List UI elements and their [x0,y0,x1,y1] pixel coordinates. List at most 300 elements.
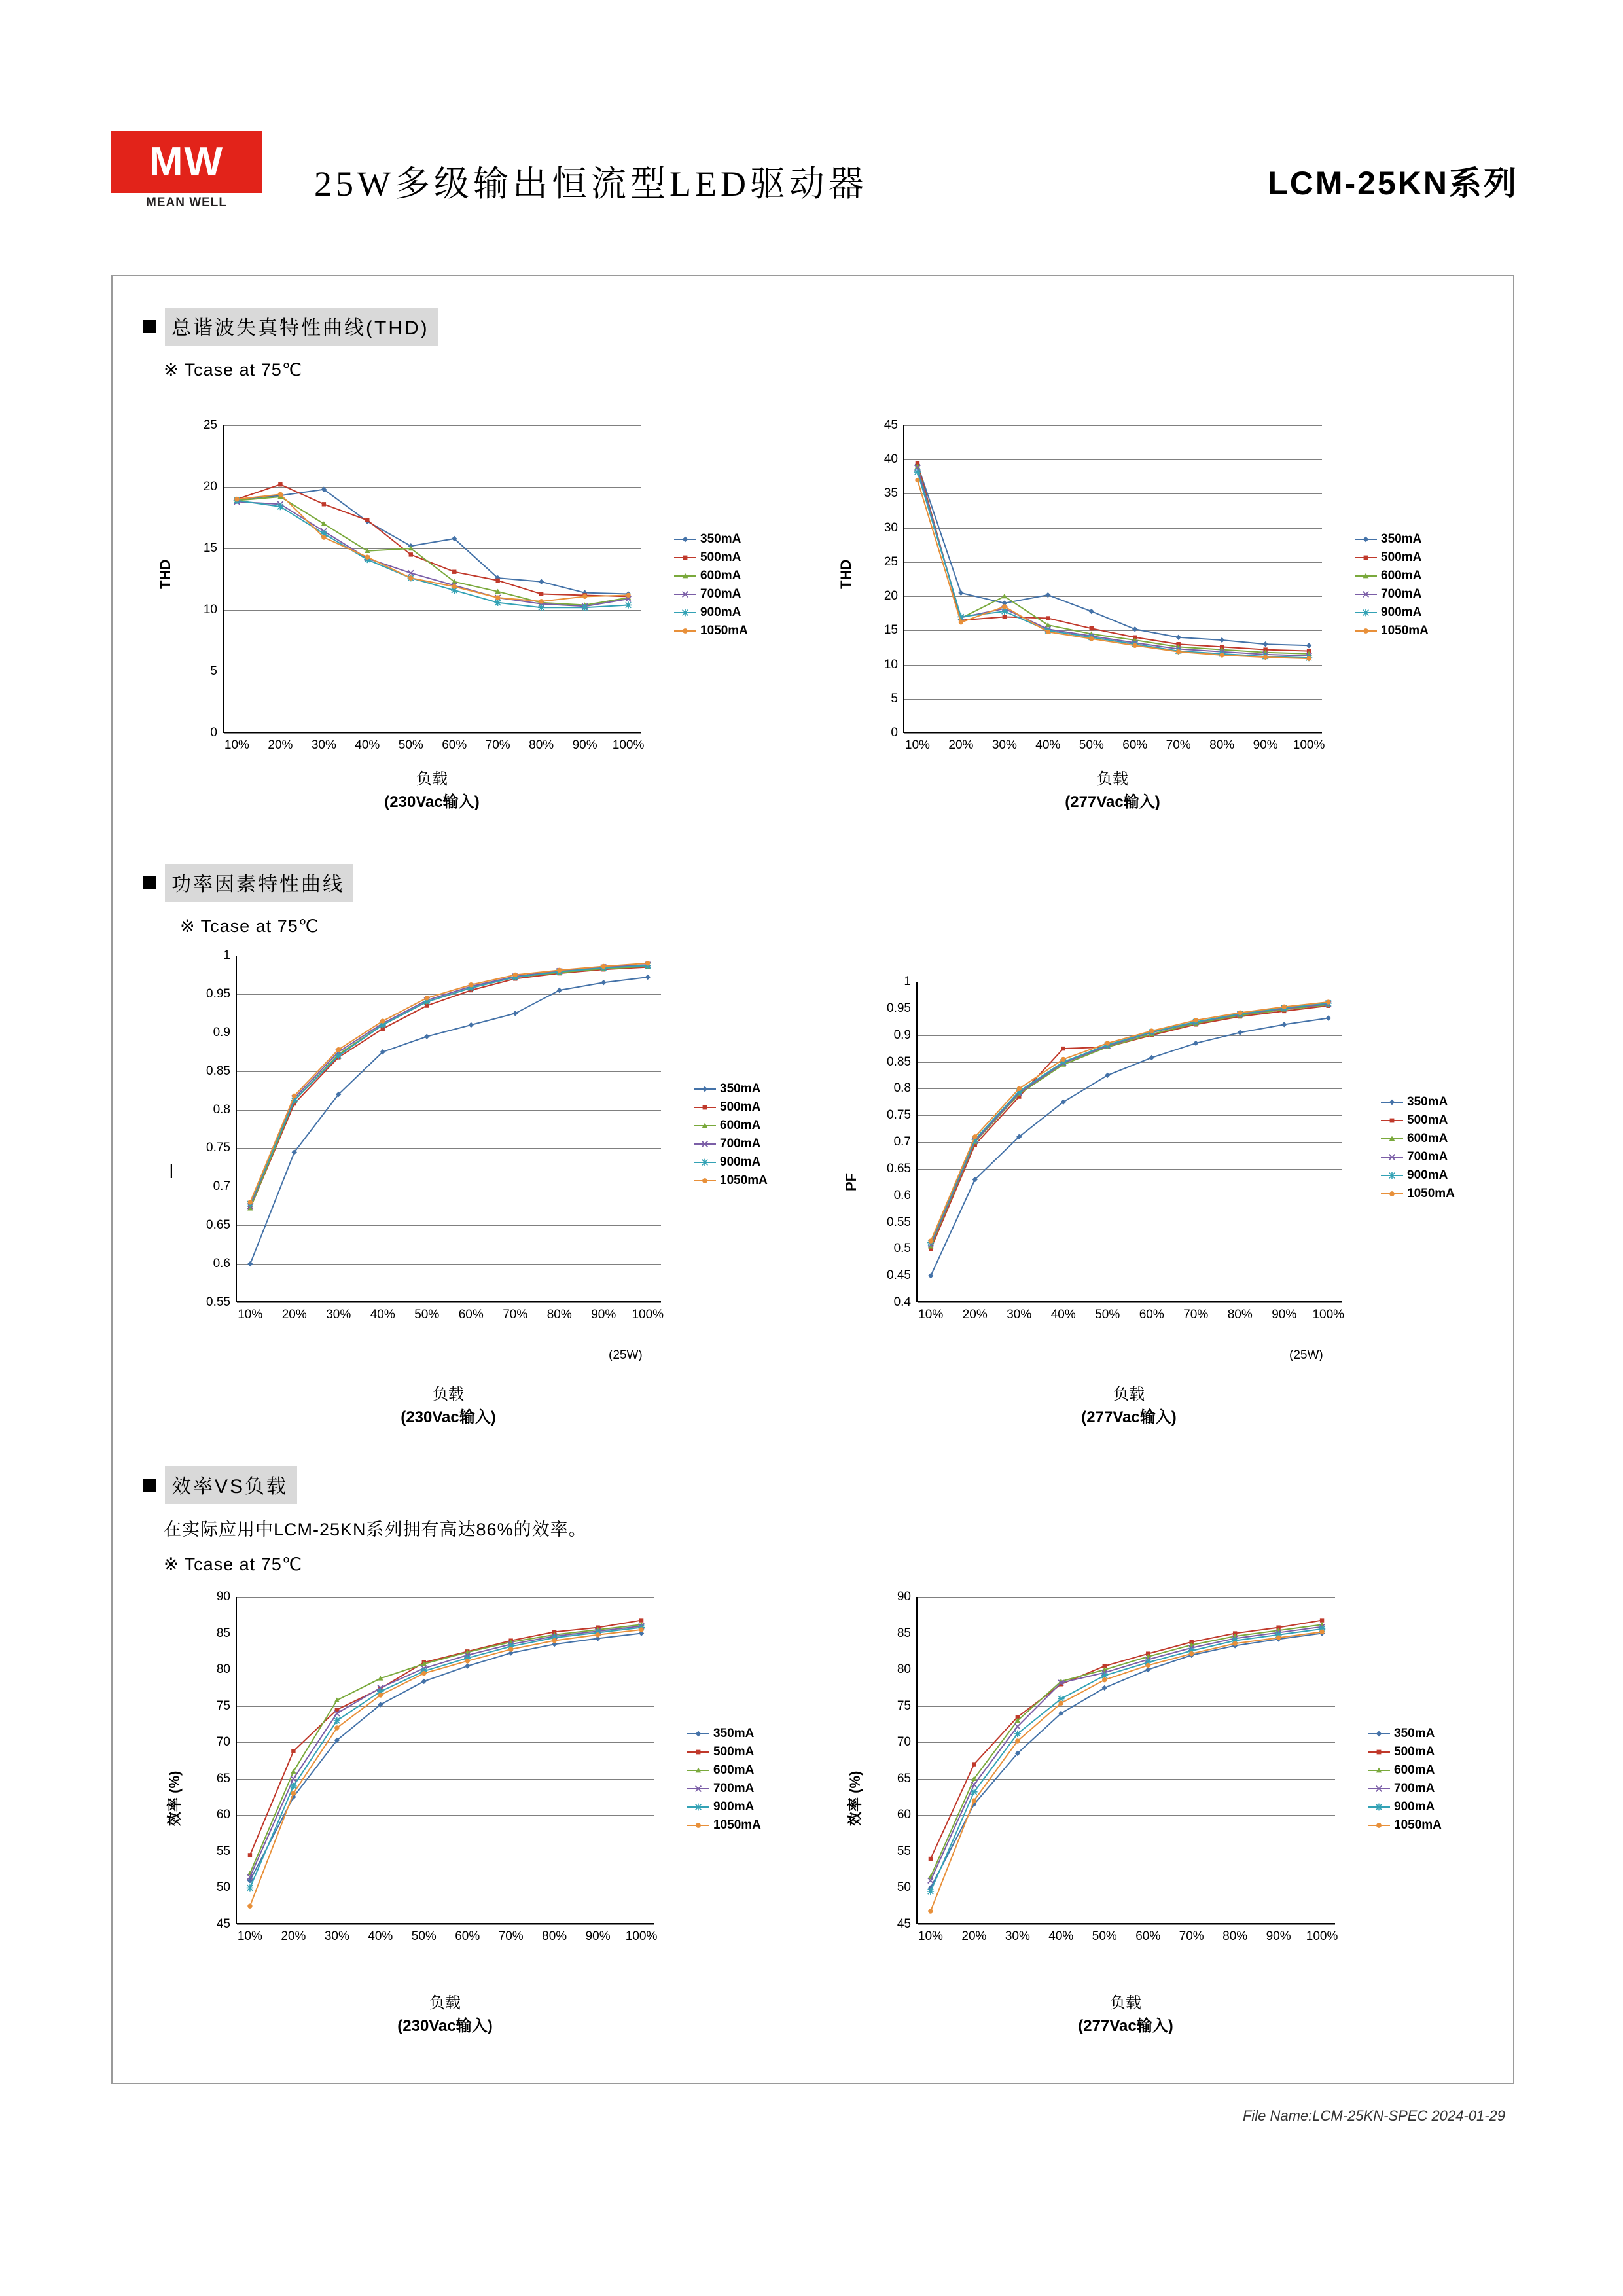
y-tick-label: 0.85 [206,1064,230,1078]
bullet-icon [143,1479,156,1492]
logo-mark [111,131,262,193]
legend-item [1355,567,1429,585]
legend-item [674,567,748,585]
y-tick-label: 1 [223,948,230,962]
y-tick-label: 0.9 [213,1025,230,1039]
y-tick-label: 50 [897,1880,911,1895]
legend-swatch [674,557,696,558]
y-tick-label: 90 [897,1590,911,1604]
note-25w-pf277: (25W) [1289,1348,1323,1362]
legend-swatch [687,1751,709,1753]
bullet-icon [143,876,156,889]
x-tick-label: 90% [1272,1308,1297,1321]
legend-label: 1050mA [700,624,748,637]
legend-swatch [694,1107,716,1108]
x-tick-label: 90% [1253,738,1278,752]
series-layer [918,982,1342,1302]
gridline [904,733,1322,734]
x-tick-label: 10% [238,1308,263,1321]
legend-item [694,1172,768,1190]
legend-eff-277 [1368,1725,1442,1835]
chart-pf-230 [151,942,831,1427]
legend-label: 600mA [1381,569,1422,583]
x-tick-label: 80% [529,738,554,752]
x-tick-label: 90% [572,738,597,752]
y-tick-label: 0.5 [893,1242,911,1256]
legend-swatch [694,1088,716,1090]
x-tick-label: 100% [1312,1308,1345,1321]
y-tick-label: 0.7 [213,1179,230,1194]
x-tick-label: 60% [442,738,467,752]
xaxis-title-pf-230 [236,1381,661,1427]
legend-swatch [1355,630,1377,632]
y-tick-label: 0.65 [887,1161,911,1175]
x-tick-label: 10% [237,1929,262,1943]
legend-swatch [1381,1102,1403,1103]
legend-label: 700mA [1381,587,1422,601]
legend-swatch [1368,1751,1390,1753]
y-tick-label: 70 [897,1735,911,1749]
gridline [918,1924,1335,1925]
legend-swatch [674,630,696,632]
x-tick-label: 40% [1035,738,1061,752]
xaxis-title-eff-230 [236,1990,654,2036]
y-tick-label: 0.8 [213,1102,230,1117]
yaxis-title-eff277: 效率 (%) [847,1770,863,1826]
legend-item [694,1080,768,1098]
section-title-eff: 效率VS负载 [165,1466,297,1504]
legend-label: 900mA [720,1155,761,1169]
y-tick-label: 25 [883,554,898,569]
legend-label: 350mA [720,1082,761,1096]
legend-item [1381,1185,1455,1203]
legend-label: 900mA [1407,1168,1448,1182]
xaxis-load-label: 负载 [429,1994,461,2012]
y-tick-label: 50 [216,1880,230,1895]
note-thd: ※ Tcase at 75℃ [164,360,303,380]
y-tick-label: 15 [883,623,898,637]
yaxis-title-thd230: THD [157,559,173,589]
legend-swatch [687,1770,709,1771]
x-tick-label: 80% [1209,738,1235,752]
legend-item [1355,585,1429,603]
legend-label: 600mA [720,1119,761,1132]
x-tick-label: 30% [311,738,336,752]
x-tick-label: 40% [370,1308,395,1321]
y-tick-label: 5 [891,691,898,706]
legend-swatch [674,594,696,595]
x-tick-label: 10% [904,738,930,752]
y-tick-label: 0.9 [893,1028,911,1042]
x-tick-label: 100% [625,1929,658,1943]
yaxis-title-pf230: — [162,1164,179,1178]
x-tick-label: 70% [1166,738,1191,752]
legend-item [1368,1761,1442,1780]
plot-area-thd-277 [883,418,1325,752]
legend-label: 700mA [720,1137,761,1151]
legend-swatch [687,1733,709,1734]
series-layer [918,1597,1335,1924]
legend-swatch [1355,575,1377,577]
y-tick-label: 45 [216,1917,230,1931]
legend-label: 500mA [1381,550,1422,564]
gridline [237,1302,661,1303]
x-tick-label: 90% [591,1308,616,1321]
legend-label: 900mA [713,1800,755,1814]
x-tick-label: 20% [281,1929,306,1943]
y-tick-label: 55 [216,1844,230,1858]
plot-area-eff-230 [216,1590,658,1943]
legend-item [694,1117,768,1135]
y-tick-label: 0.7 [893,1135,911,1149]
x-tick-label: 80% [546,1308,572,1321]
chart-eff-277 [831,1584,1512,2042]
y-tick-label: 0.6 [213,1257,230,1271]
x-tick-label: 50% [411,1929,437,1943]
y-tick-label: 0.85 [887,1054,911,1069]
chart-eff-230 [151,1584,831,2042]
chart-pf-277 [831,942,1512,1427]
legend-item [1368,1798,1442,1816]
legend-thd-277 [1355,530,1429,640]
legend-swatch [674,575,696,577]
y-tick-label: 30 [883,520,898,535]
gridline [918,1302,1342,1303]
xaxis-input-label: (230Vac输入) [401,1408,496,1426]
x-tick-label: 60% [1135,1929,1161,1943]
legend-swatch [687,1806,709,1808]
gridline [224,733,641,734]
x-tick-label: 70% [503,1308,528,1321]
legend-swatch [1381,1138,1403,1139]
x-tick-label: 30% [1007,1308,1032,1321]
plot-area-eff-277 [897,1590,1338,1943]
legend-item [1381,1166,1455,1185]
legend-swatch [1368,1788,1390,1789]
x-tick-label: 20% [268,738,293,752]
legend-swatch [1355,539,1377,540]
legend-item [1368,1816,1442,1835]
bullet-icon [143,320,156,333]
y-tick-label: 70 [216,1735,230,1749]
legend-label: 1050mA [1381,624,1429,637]
x-tick-label: 90% [1266,1929,1291,1943]
y-tick-label: 0.4 [893,1295,911,1309]
y-tick-label: 65 [216,1771,230,1785]
legend-item [1368,1725,1442,1743]
xaxis-input-label: (277Vac输入) [1078,2017,1173,2035]
series-layer [237,1597,654,1924]
legend-label: 350mA [713,1727,755,1740]
y-tick-label: 35 [883,486,898,501]
y-tick-label: 45 [883,418,898,432]
x-tick-label: 10% [224,738,249,752]
x-tick-label: 90% [585,1929,611,1943]
legend-label: 700mA [713,1782,755,1795]
legend-item [1381,1148,1455,1166]
x-tick-label: 60% [1139,1308,1164,1321]
xaxis-input-label: (230Vac输入) [397,2017,493,2035]
y-tick-label: 80 [897,1662,911,1677]
y-tick-label: 15 [203,541,217,555]
legend-swatch [694,1125,716,1126]
x-tick-label: 80% [1222,1929,1248,1943]
legend-label: 1050mA [1407,1187,1455,1200]
y-tick-label: 45 [897,1917,911,1931]
x-tick-label: 30% [991,738,1017,752]
legend-item [1355,548,1429,567]
y-tick-label: 65 [897,1771,911,1785]
legend-swatch [694,1162,716,1163]
xaxis-load-label: 负载 [1110,1994,1141,2012]
legend-eff-230 [687,1725,761,1835]
x-tick-label: 20% [961,1929,987,1943]
x-tick-label: 40% [355,738,380,752]
series-layer [904,425,1322,733]
x-tick-label: 10% [918,1308,944,1321]
note-pf: ※ Tcase at 75℃ [180,916,319,936]
legend-label: 1050mA [713,1818,761,1832]
legend-label: 500mA [720,1100,761,1114]
yaxis-title-pf277: PF [843,1172,859,1191]
y-tick-label: 1 [904,975,911,988]
x-tick-label: 50% [1079,738,1104,752]
x-tick-label: 50% [398,738,423,752]
y-tick-label: 0.55 [206,1295,230,1309]
y-tick-label: 80 [216,1662,230,1677]
y-tick-label: 0.45 [887,1268,911,1283]
section-heading-pf [143,864,353,902]
meanwell-logo [111,131,262,219]
xaxis-load-label: 负载 [1113,1386,1145,1403]
legend-swatch [1355,612,1377,613]
legend-label: 350mA [1394,1727,1435,1740]
y-tick-label: 10 [203,603,217,617]
legend-item [694,1153,768,1172]
legend-swatch [1368,1770,1390,1771]
y-tick-label: 0.95 [206,986,230,1001]
y-tick-label: 0.8 [893,1081,911,1096]
y-tick-label: 75 [897,1698,911,1713]
legend-item [694,1135,768,1153]
legend-label: 600mA [700,569,741,583]
note-25w-pf230: (25W) [609,1348,643,1362]
xaxis-title-eff-277 [916,1990,1335,2036]
legend-item [687,1798,761,1816]
x-tick-label: 20% [948,738,974,752]
legend-pf-277 [1381,1093,1455,1203]
legend-label: 700mA [1394,1782,1435,1795]
legend-label: 500mA [700,550,741,564]
chart-thd-230 [151,412,831,818]
legend-item [674,548,748,567]
y-tick-label: 0.65 [206,1218,230,1232]
y-tick-label: 0.95 [887,1001,911,1015]
x-tick-label: 60% [455,1929,480,1943]
legend-item [1381,1111,1455,1130]
x-tick-label: 50% [1092,1929,1117,1943]
x-tick-label: 50% [414,1308,440,1321]
section-heading-thd [143,308,438,346]
x-tick-label: 100% [612,738,645,752]
legend-swatch [674,612,696,613]
legend-label: 700mA [700,587,741,601]
legend-item [674,530,748,548]
y-tick-label: 40 [883,452,898,467]
x-tick-label: 80% [1227,1308,1253,1321]
series-layer [237,956,661,1302]
x-tick-label: 70% [1183,1308,1209,1321]
y-tick-label: 10 [883,657,898,672]
series-layer [224,425,641,733]
x-tick-label: 10% [918,1929,943,1943]
yaxis-title-thd277: THD [838,559,854,589]
x-tick-label: 80% [542,1929,567,1943]
plot-area-pf-277 [887,975,1345,1321]
section-title-pf: 功率因素特性曲线 [165,864,353,902]
logo-subtext: MEAN WELL [145,196,228,209]
x-tick-label: 60% [1122,738,1148,752]
legend-label: 900mA [700,605,741,619]
y-tick-label: 20 [203,480,217,493]
legend-item [674,622,748,640]
legend-label: 600mA [1407,1132,1448,1145]
y-tick-label: 0 [891,726,898,740]
legend-swatch [1381,1157,1403,1158]
x-tick-label: 30% [324,1929,349,1943]
legend-item [1355,530,1429,548]
page-header [111,131,1518,223]
footer-filename: File Name:LCM-25KN-SPEC 2024-01-29 [1242,2108,1505,2124]
legend-label: 350mA [1381,532,1422,546]
y-tick-label: 0.55 [887,1215,911,1229]
legend-item [687,1743,761,1761]
x-tick-label: 40% [1050,1308,1076,1321]
legend-label: 350mA [700,532,741,546]
plot-area-pf-230 [206,948,664,1321]
eff-description: 在实际应用中LCM-25KN系列拥有高达86%的效率。 [164,1520,587,1539]
x-tick-label: 30% [326,1308,351,1321]
note-eff: ※ Tcase at 75℃ [164,1554,303,1574]
y-tick-label: 0.6 [893,1188,911,1202]
legend-label: 350mA [1407,1095,1448,1109]
legend-swatch [687,1825,709,1826]
legend-swatch [694,1180,716,1181]
logo-mark-text: MW [149,139,224,185]
x-tick-label: 100% [1293,738,1325,752]
legend-item [687,1780,761,1798]
legend-item [687,1761,761,1780]
legend-item [694,1098,768,1117]
xaxis-title-pf-277 [916,1381,1342,1427]
y-tick-label: 90 [216,1590,230,1604]
legend-item [687,1816,761,1835]
plot-area-thd-230 [203,418,645,752]
xaxis-title-thd-230 [223,766,641,812]
legend-label: 500mA [713,1745,755,1759]
section-heading-eff [143,1466,297,1504]
legend-pf-230 [694,1080,768,1190]
legend-label: 500mA [1394,1745,1435,1759]
legend-label: 500mA [1407,1113,1448,1127]
legend-label: 700mA [1407,1150,1448,1164]
x-tick-label: 50% [1095,1308,1120,1321]
legend-swatch [1381,1175,1403,1176]
legend-item [674,585,748,603]
y-tick-label: 20 [883,589,898,603]
y-tick-label: 5 [210,664,217,678]
y-tick-label: 60 [216,1808,230,1822]
page-title: 25W多级输出恒流型LED驱动器 [314,164,868,204]
y-tick-label: 85 [216,1626,230,1640]
x-tick-label: 60% [458,1308,484,1321]
legend-swatch [1368,1733,1390,1734]
legend-label: 900mA [1394,1800,1435,1814]
legend-item [674,603,748,622]
x-tick-label: 100% [1306,1929,1338,1943]
y-tick-label: 85 [897,1626,911,1640]
legend-label: 1050mA [1394,1818,1442,1832]
legend-swatch [674,539,696,540]
xaxis-load-label: 负载 [1097,770,1128,788]
x-tick-label: 20% [281,1308,307,1321]
x-tick-label: 40% [368,1929,393,1943]
legend-swatch [1381,1193,1403,1194]
legend-item [1355,603,1429,622]
legend-item [1368,1743,1442,1761]
legend-swatch [694,1143,716,1145]
legend-label: 600mA [713,1763,755,1777]
legend-item [1381,1130,1455,1148]
x-tick-label: 30% [1005,1929,1030,1943]
y-tick-label: 0.75 [887,1108,911,1122]
legend-label: 600mA [1394,1763,1435,1777]
legend-item [1355,622,1429,640]
y-tick-label: 60 [897,1808,911,1822]
series-title: LCM-25KN系列 [1268,165,1518,202]
xaxis-load-label: 负载 [433,1386,464,1403]
xaxis-input-label: (230Vac输入) [384,793,480,811]
xaxis-title-thd-277 [903,766,1322,812]
legend-swatch [1355,557,1377,558]
y-tick-label: 0 [210,726,217,740]
x-tick-label: 70% [485,738,510,752]
x-tick-label: 70% [1179,1929,1204,1943]
section-title-thd: 总谐波失真特性曲线(THD) [165,308,438,346]
y-tick-label: 55 [897,1844,911,1858]
x-tick-label: 40% [1048,1929,1074,1943]
gridline [237,1924,654,1925]
legend-swatch [687,1788,709,1789]
legend-item [1381,1093,1455,1111]
y-tick-label: 25 [203,418,217,432]
yaxis-title-eff230: 效率 (%) [166,1770,183,1826]
xaxis-load-label: 负载 [416,770,448,788]
legend-swatch [1368,1806,1390,1808]
x-tick-label: 100% [632,1308,664,1321]
legend-swatch [1368,1825,1390,1826]
chart-thd-277 [831,412,1512,818]
y-tick-label: 0.75 [206,1141,230,1155]
legend-swatch [1381,1120,1403,1121]
legend-item [687,1725,761,1743]
xaxis-input-label: (277Vac输入) [1081,1408,1177,1426]
y-tick-label: 75 [216,1698,230,1713]
legend-swatch [1355,594,1377,595]
x-tick-label: 20% [962,1308,988,1321]
legend-label: 900mA [1381,605,1422,619]
legend-item [1368,1780,1442,1798]
